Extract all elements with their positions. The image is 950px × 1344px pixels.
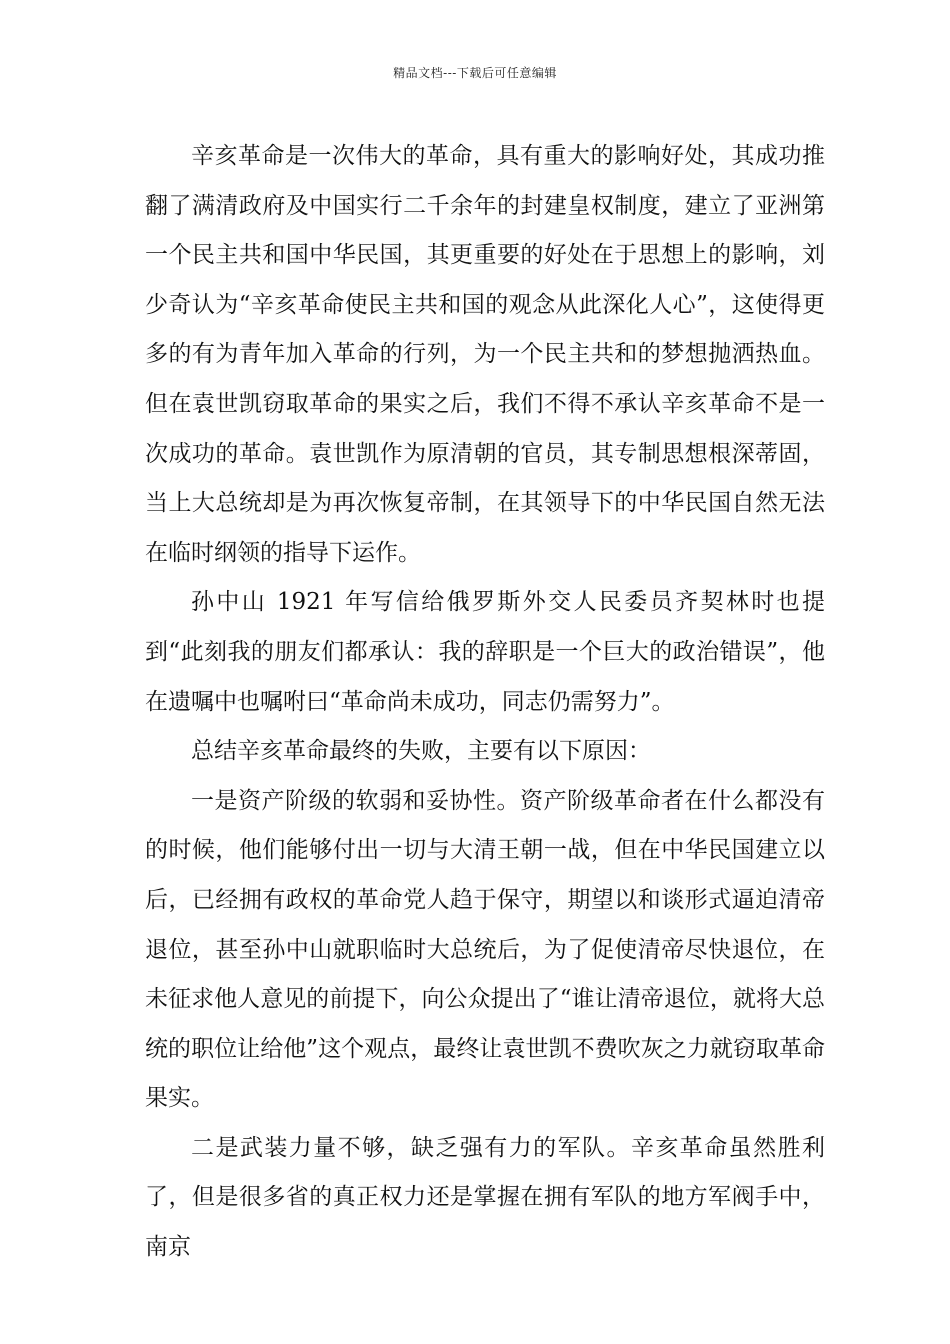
paragraph-1: 辛亥革命是一次伟大的革命，具有重大的影响好处，其成功推翻了满清政府及中国实行二千余年的封建皇权制度，建立了亚洲第一个民主共和国中华民国，其更重要的好处在于思想上的影响，刘少奇认为“辛亥革命使民主共和国的观念从此深化人心”，这使得更多的有为青年加入革命的行列，为一个民主共和的梦想抛洒热血。但在袁世凯窃取革命的果实之后，我们不得不承认辛亥革命不是一次成功的革命。袁世凯作为原清朝的官员，其专制思想根深蒂固，当上大总统却是为再次恢复帝制，在其领导下的中华民国自然无法在临时纲领的指导下运作。 [145, 143, 825, 566]
page-header: 精品文档---下载后可任意编辑 [393, 66, 557, 80]
paragraph-3: 总结辛亥革命最终的失败，主要有以下原因： [191, 738, 651, 765]
paragraph-2: 孙中山 1921 年写信给俄罗斯外交人民委员齐契林时也提到“此刻我的朋友们都承认：我的辞职是一个巨大的政治错误”，他在遗嘱中也嘱咐曰“革命尚未成功，同志仍需努力”。 [145, 589, 825, 715]
paragraph-5: 二是武装力量不够，缺乏强有力的军队。辛亥革命虽然胜利了，但是很多省的真正权力还是掌握在拥有军队的地方军阀手中，南京 [145, 1134, 825, 1261]
paragraph-4: 一是资产阶级的软弱和妥协性。资产阶级革命者在什么都没有的时候，他们能够付出一切与大清王朝一战，但在中华民国建立以后，已经拥有政权的革命党人趋于保守，期望以和谈形式逼迫清帝退位，甚至孙中山就职临时大总统后，为了促使清帝尽快退位，在未征求他人意见的前提下，向公众提出了“谁让清帝退位，就将大总统的职位让给他”这个观点，最终让袁世凯不费吹灰之力就窃取革命果实。 [145, 787, 825, 1112]
document-body [145, 132, 825, 1273]
